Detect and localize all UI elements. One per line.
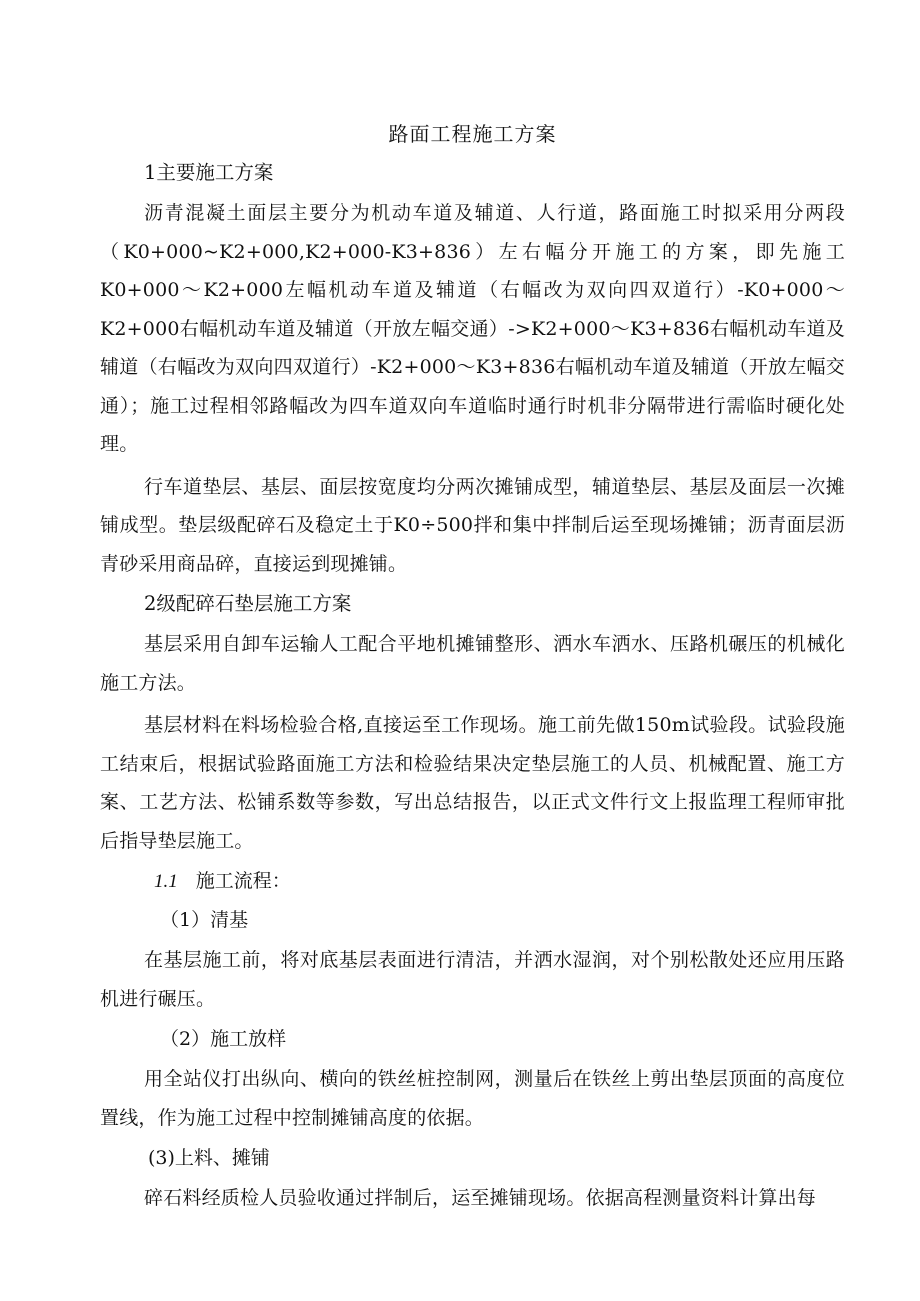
section-heading-2: 2级配碎石垫层施工方案 (144, 592, 352, 615)
page-title: 路面工程施工方案 (388, 122, 557, 146)
document-page (100, 118, 845, 1222)
paragraph-base-method: 基层采用自卸车运输人工配合平地机摊铺整形、洒水车洒水、压路机碾压的机械化施工方法。 (100, 633, 845, 694)
subsection-label: 施工流程： (195, 870, 291, 892)
paragraph-staking: 用全站仪打出纵向、横向的铁丝桩控制网，测量后在铁丝上剪出垫层顶面的高度位置线，作为施工过程中控制摊铺高度的依据。 (100, 1068, 845, 1129)
paragraph-construction-plan: 沥青混凝土面层主要分为机动车道及辅道、人行道，路面施工时拟采用分两段（K0+000~K2+000,K2+000-K3+836）左右幅分开施工的方案，即先施工K0+000～K2+000左幅机动车道及辅道（右幅改为双向四双道行）-K0+000～K2+000右幅机动车道及辅道（开放左幅交通）->K2+000～K3+836右幅机动车道及辅道（右幅改为双向四双道行）-K2+000～K3+836右幅机动车道及辅道（开放左幅交通）；施工过程相邻路幅改为四车道双向车道临时通行时机非分隔带进行需临时硬化处理。 (100, 202, 845, 455)
paragraph-clearing: 在基层施工前，将对底基层表面进行清洁，并洒水湿润，对个别松散处还应用压路机进行碾压。 (100, 949, 845, 1010)
subsection-heading-1-1 (100, 864, 845, 899)
paragraph-test-section: 基层材料在料场检验合格,直接运至工作现场。施工前先做150m试验段。试验段施工结束后，根据试验路面施工方法和检验结果决定垫层施工的人员、机械配置、施工方案、工艺方法、松铺系数等参数，写出总结报告，以正式文件行文上报监理工程师审批后指导垫层施工。 (100, 714, 845, 852)
paragraph-paving-layers: 行车道垫层、基层、面层按宽度均分两次摊铺成型，辅道垫层、基层及面层一次摊铺成型。垫层级配碎石及稳定土于K0÷500拌和集中拌制后运至现场摊铺；沥青面层沥青砂采用商品碎，直接运到现摊铺。 (100, 475, 845, 575)
paragraph-loading: 碎石料经质检人员验收通过拌制后，运至摊铺现场。依据高程测量资料计算出每 (144, 1187, 817, 1209)
step-heading-staking: （2）施工放样 (160, 1028, 287, 1050)
step-heading-loading: (3)上料、摊铺 (148, 1147, 270, 1169)
section-heading-1: 1主要施工方案 (144, 161, 274, 184)
step-heading-clearing: （1）清基 (160, 909, 249, 931)
subsection-number: 1.1 (154, 871, 178, 892)
